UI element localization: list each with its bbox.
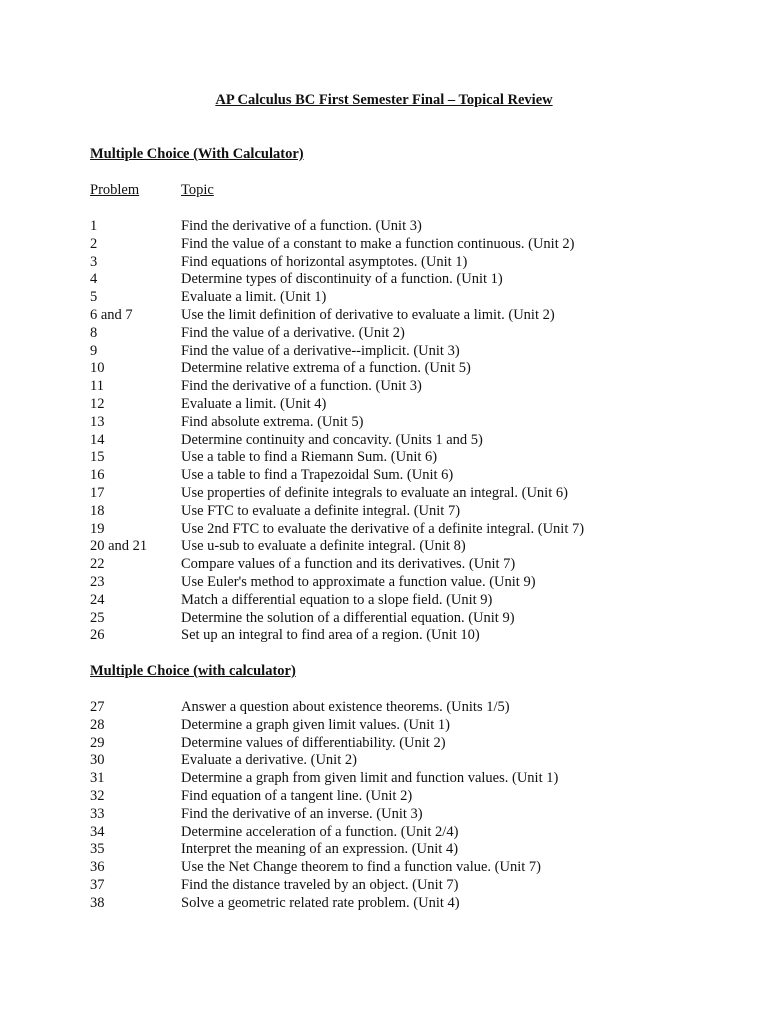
problem-row [90,521,584,539]
problem-number: 1 [90,218,98,234]
problem-row [90,218,584,236]
problem-row [90,610,584,628]
problem-row [90,699,558,717]
problem-number: 31 [90,770,105,787]
problem-number: 25 [90,609,105,626]
problem-number: 28 [90,716,105,733]
problem-number: 22 [90,556,105,573]
problem-topic: Answer a question about existence theorems. (Units 1/5) [181,699,510,715]
problem-topic: Determine types of discontinuity of a function. (Unit 1) [181,271,503,288]
problem-row [90,824,558,842]
problem-row [90,254,584,272]
problem-topic: Set up an integral to find area of a region. (Unit 10) [181,627,480,644]
problem-topic: Determine acceleration of a function. (Unit 2/4) [181,823,459,840]
problem-topic: Match a differential equation to a slope field. (Unit 9) [181,591,493,608]
problem-row [90,877,558,895]
problem-number: 38 [90,894,105,911]
section2-problem-list [90,699,558,913]
problem-topic: Use FTC to evaluate a definite integral. (Unit 7) [181,502,461,519]
problem-row [90,735,558,753]
problem-row [90,449,584,467]
problem-row [90,806,558,824]
problem-number: 2 [90,235,98,252]
problem-topic: Use a table to find a Riemann Sum. (Unit 6) [181,449,438,466]
problem-topic: Find the value of a derivative--implicit. (Unit 3) [181,342,460,359]
problem-number: 20 and 21 [90,538,148,555]
problem-row [90,360,584,378]
problem-number: 15 [90,449,105,466]
problem-row [90,289,584,307]
problem-topic: Find the derivative of a function. (Unit 3) [181,218,422,234]
problem-row [90,432,584,450]
problem-topic: Find the derivative of an inverse. (Unit 3) [181,805,423,822]
problem-row [90,770,558,788]
problem-number: 36 [90,859,105,876]
section2-heading: Multiple Choice (with calculator) [90,663,296,679]
problem-number: 27 [90,699,105,715]
problem-number: 10 [90,360,105,377]
problem-number: 24 [90,591,105,608]
problem-topic: Determine relative extrema of a function. (Unit 5) [181,360,471,377]
problem-row [90,325,584,343]
problem-number: 34 [90,823,105,840]
problem-number: 23 [90,573,105,590]
problem-row [90,485,584,503]
problem-row [90,271,584,289]
problem-row [90,343,584,361]
problem-number: 30 [90,752,105,769]
problem-topic: Evaluate a derivative. (Unit 2) [181,752,357,769]
problem-number: 14 [90,431,105,448]
problem-row [90,467,584,485]
problem-number: 32 [90,787,105,804]
problem-number: 5 [90,289,98,306]
problem-topic: Find the value of a constant to make a function continuous. (Unit 2) [181,235,575,252]
problem-row [90,307,584,325]
problem-number: 18 [90,502,105,519]
problem-row [90,503,584,521]
problem-topic: Solve a geometric related rate problem. (Unit 4) [181,894,460,911]
problem-topic: Determine a graph from given limit and function values. (Unit 1) [181,770,559,787]
problem-row [90,841,558,859]
problem-topic: Determine the solution of a differential equation. (Unit 9) [181,609,515,626]
problem-number: 19 [90,520,105,537]
column-header-topic: Topic [181,182,214,198]
document-title: AP Calculus BC First Semester Final – Topical Review [215,92,553,108]
problem-topic: Find equations of horizontal asymptotes. (Unit 1) [181,253,468,270]
problem-row [90,627,584,645]
problem-number: 17 [90,484,105,501]
problem-row [90,236,584,254]
problem-topic: Use a table to find a Trapezoidal Sum. (Unit 6) [181,467,454,484]
problem-row [90,574,584,592]
section1-problem-list [90,218,584,645]
problem-number: 26 [90,627,105,644]
problem-topic: Determine a graph given limit values. (Unit 1) [181,716,450,733]
problem-row [90,396,584,414]
problem-row [90,717,558,735]
problem-number: 13 [90,413,105,430]
problem-number: 4 [90,271,98,288]
problem-topic: Use properties of definite integrals to evaluate an integral. (Unit 6) [181,484,568,501]
problem-topic: Use 2nd FTC to evaluate the derivative of a definite integral. (Unit 7) [181,520,585,537]
problem-topic: Evaluate a limit. (Unit 1) [181,289,327,306]
problem-row [90,556,584,574]
problem-topic: Determine continuity and concavity. (Units 1 and 5) [181,431,483,448]
problem-topic: Use the Net Change theorem to find a function value. (Unit 7) [181,859,541,876]
problem-row [90,788,558,806]
problem-number: 11 [90,378,104,395]
problem-number: 8 [90,324,98,341]
problem-row [90,378,584,396]
problem-number: 33 [90,805,105,822]
problem-row [90,538,584,556]
problem-row [90,859,558,877]
problem-topic: Find equation of a tangent line. (Unit 2) [181,787,413,804]
problem-topic: Find the distance traveled by an object. (Unit 7) [181,876,459,893]
problem-number: 29 [90,734,105,751]
problem-topic: Interpret the meaning of an expression. (Unit 4) [181,841,459,858]
problem-topic: Find the derivative of a function. (Unit 3) [181,378,422,395]
problem-row [90,895,558,913]
column-header-problem: Problem [90,182,140,198]
section1-heading: Multiple Choice (With Calculator) [90,146,304,162]
problem-number: 35 [90,841,105,858]
problem-row [90,592,584,610]
problem-number: 16 [90,467,105,484]
problem-number: 12 [90,395,105,412]
problem-topic: Compare values of a function and its derivatives. (Unit 7) [181,556,516,573]
problem-topic: Use Euler's method to approximate a function value. (Unit 9) [181,573,536,590]
problem-topic: Determine values of differentiability. (Unit 2) [181,734,446,751]
problem-topic: Use u-sub to evaluate a definite integral. (Unit 8) [181,538,466,555]
problem-number: 37 [90,876,105,893]
problem-topic: Use the limit definition of derivative to evaluate a limit. (Unit 2) [181,306,555,323]
problem-row [90,752,558,770]
problem-topic: Evaluate a limit. (Unit 4) [181,395,327,412]
problem-number: 3 [90,253,98,270]
problem-row [90,414,584,432]
problem-number: 9 [90,342,98,359]
problem-topic: Find the value of a derivative. (Unit 2) [181,324,405,341]
problem-number: 6 and 7 [90,306,133,323]
problem-topic: Find absolute extrema. (Unit 5) [181,413,364,430]
